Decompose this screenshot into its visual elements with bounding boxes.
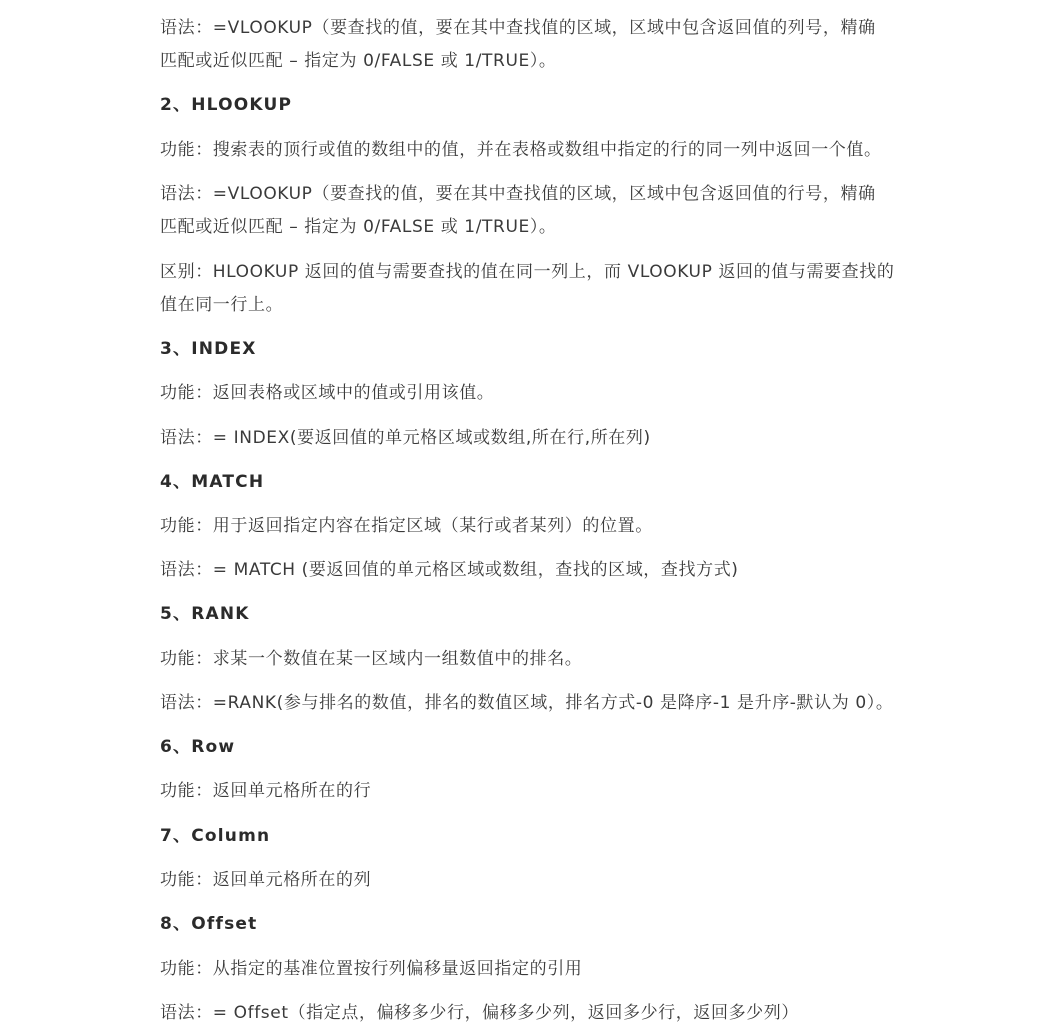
section-heading-match: 4、MATCH bbox=[160, 472, 265, 492]
paragraph-line: 功能：求某一个数值在某一区域内一组数值中的排名。 bbox=[160, 649, 583, 669]
paragraph-line: 语法：=VLOOKUP（要查找的值，要在其中查找值的区域，区域中包含返回值的列号，精确 bbox=[160, 18, 876, 38]
paragraph-line: 匹配或近似匹配 – 指定为 0/FALSE 或 1/TRUE）。 bbox=[160, 217, 557, 237]
paragraph-line: 功能：返回表格或区域中的值或引用该值。 bbox=[160, 383, 495, 403]
paragraph-line: 语法：=VLOOKUP（要查找的值，要在其中查找值的区域，区域中包含返回值的行号，精确 bbox=[160, 184, 876, 204]
section-heading-column: 7、Column bbox=[160, 826, 271, 846]
paragraph-line: 功能：搜索表的顶行或值的数组中的值，并在表格或数组中指定的行的同一列中返回一个值。 bbox=[160, 140, 882, 160]
paragraph-line: 语法：=RANK(参与排名的数值，排名的数值区域，排名方式-0 是降序-1 是升序-默认为 0）。 bbox=[160, 693, 894, 713]
paragraph-line: 功能：返回单元格所在的行 bbox=[160, 781, 372, 801]
paragraph-line: 语法：= Offset（指定点，偏移多少行，偏移多少列，返回多少行，返回多少列） bbox=[160, 1003, 799, 1023]
section-heading-row: 6、Row bbox=[160, 737, 236, 757]
section-heading-offset: 8、Offset bbox=[160, 914, 258, 934]
paragraph-line: 功能：返回单元格所在的列 bbox=[160, 870, 372, 890]
paragraph-line: 语法：= INDEX(要返回值的单元格区域或数组,所在行,所在列) bbox=[160, 428, 651, 448]
paragraph-line: 值在同一行上。 bbox=[160, 295, 284, 315]
paragraph-line: 功能：用于返回指定内容在指定区域（某行或者某列）的位置。 bbox=[160, 516, 653, 536]
paragraph-line: 语法：= MATCH (要返回值的单元格区域或数组，查找的区域，查找方式) bbox=[160, 560, 739, 580]
paragraph-line: 匹配或近似匹配 – 指定为 0/FALSE 或 1/TRUE）。 bbox=[160, 51, 557, 71]
paragraph-line: 功能：从指定的基准位置按行列偏移量返回指定的引用 bbox=[160, 959, 583, 979]
section-heading-rank: 5、RANK bbox=[160, 604, 250, 624]
paragraph-line: 区别：HLOOKUP 返回的值与需要查找的值在同一列上，而 VLOOKUP 返回的值与需要查找的 bbox=[160, 262, 895, 282]
section-heading-index: 3、INDEX bbox=[160, 339, 257, 359]
section-heading-hlookup: 2、HLOOKUP bbox=[160, 95, 293, 115]
